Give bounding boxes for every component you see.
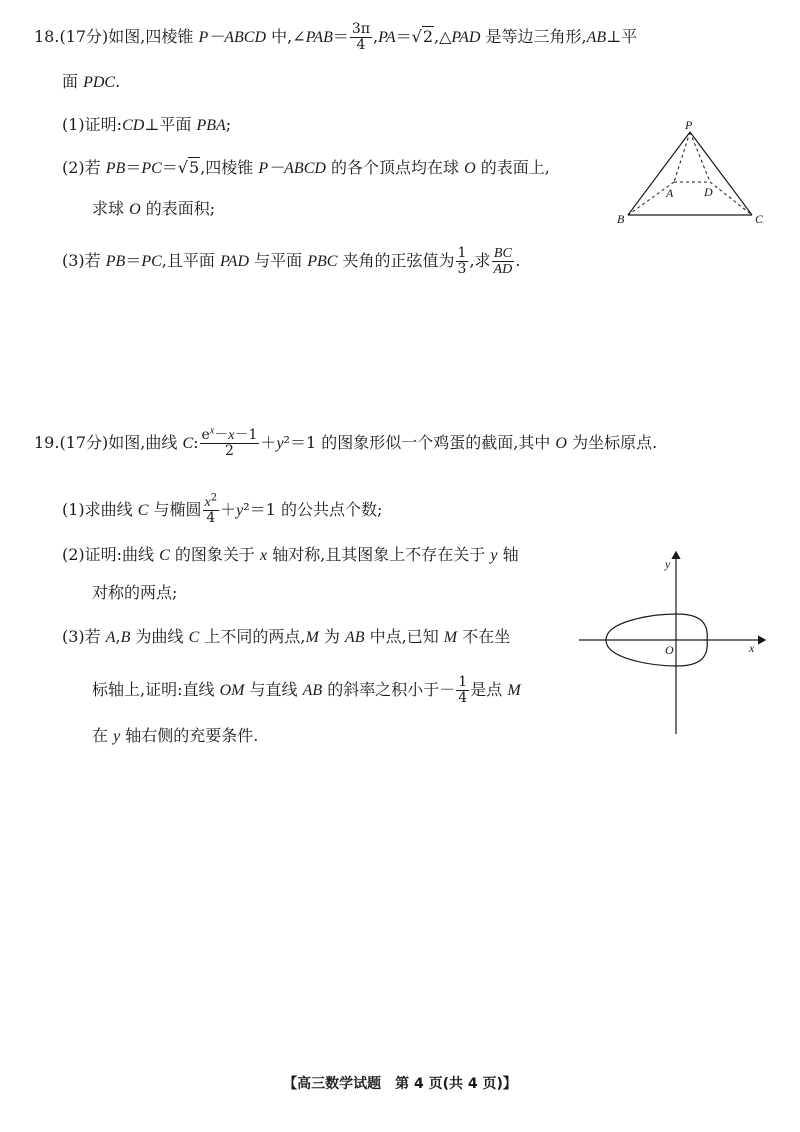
q19-part1: (1)求曲线 C 与椭圆 $\frac{x^2}{4}$ ＋y²＝1 的公共点个数; bbox=[62, 492, 383, 526]
q18-head-line2: 面 PDC. bbox=[62, 72, 121, 91]
curve-fraction: $\frac{e^x-x-1}{2}$ bbox=[201, 425, 258, 459]
label-a: A bbox=[666, 186, 674, 200]
label-d: D bbox=[704, 185, 713, 199]
sine-fraction: $\frac{1}{3}$ bbox=[457, 245, 467, 277]
edge-pc bbox=[690, 132, 752, 215]
edge-pb bbox=[628, 132, 690, 215]
q19-part3: (3)若 A,B 为曲线 C 上不同的两点,M 为 AB 中点,已知 M 不在坐 bbox=[62, 627, 511, 646]
page-footer: 【高三数学试题 第 4 页(共 4 页)】 bbox=[283, 1076, 517, 1092]
q19-head: 19.(17分)如图,曲线 C: $\frac{e^x-x-1}{2}$ ＋y²＝1 的图象形似一个鸡蛋的截面,其中 O 为坐标原点. bbox=[34, 425, 658, 459]
q18-head: 18.(17分)如图,四棱锥 P－ABCD 中,∠PAB＝ $\frac{3\pi}{4}$ ,PA＝√2,△PAD 是等边三角形,AB⊥平 bbox=[34, 21, 638, 53]
label-x: x bbox=[749, 641, 755, 655]
q19-part3-line3: 在 y 轴右侧的充要条件. bbox=[92, 726, 259, 745]
egg-curve-figure bbox=[575, 548, 775, 738]
q19-part2-line2: 对称的两点; bbox=[92, 583, 178, 602]
label-c: C bbox=[755, 212, 764, 226]
edge-pd bbox=[690, 132, 710, 182]
q18-part2-line2: 求球 O 的表面积; bbox=[92, 199, 216, 218]
ratio-fraction: $\frac{BC}{AD}$ bbox=[493, 246, 513, 277]
label-origin: O bbox=[665, 643, 674, 657]
q19-part2: (2)证明:曲线 C 的图象关于 x 轴对称,且其图象上不存在关于 y 轴 bbox=[62, 545, 519, 564]
label-b: B bbox=[617, 212, 625, 226]
label-y: y bbox=[665, 557, 671, 571]
pyramid-figure bbox=[612, 120, 772, 230]
q18-part3: (3)若 PB＝PC,且平面 PAD 与平面 PBC 夹角的正弦值为 $\frac{1}{3}$ ,求 $\frac{BC}{AD}$ . bbox=[62, 245, 521, 277]
label-p: P bbox=[685, 120, 693, 132]
q19-part3-line2: 标轴上,证明:直线 OM 与直线 AB 的斜率之积小于－ $\frac{1}{4}$ 是点 M bbox=[92, 674, 521, 706]
angle-fraction: $\frac{3\pi}{4}$ bbox=[351, 21, 371, 53]
sqrt-two: √2 bbox=[411, 27, 433, 46]
sqrt-five: √5 bbox=[177, 158, 200, 177]
ellipse-fraction: $\frac{x^2}{4}$ bbox=[204, 492, 218, 526]
slope-fraction: $\frac{1}{4}$ bbox=[458, 674, 468, 706]
q18-part1: (1)证明:CD⊥平面 PBA; bbox=[62, 115, 232, 134]
edge-pa bbox=[674, 132, 690, 182]
q18-part2: (2)若 PB＝PC＝√5,四棱锥 P－ABCD 的各个顶点均在球 O 的表面上, bbox=[62, 158, 550, 177]
